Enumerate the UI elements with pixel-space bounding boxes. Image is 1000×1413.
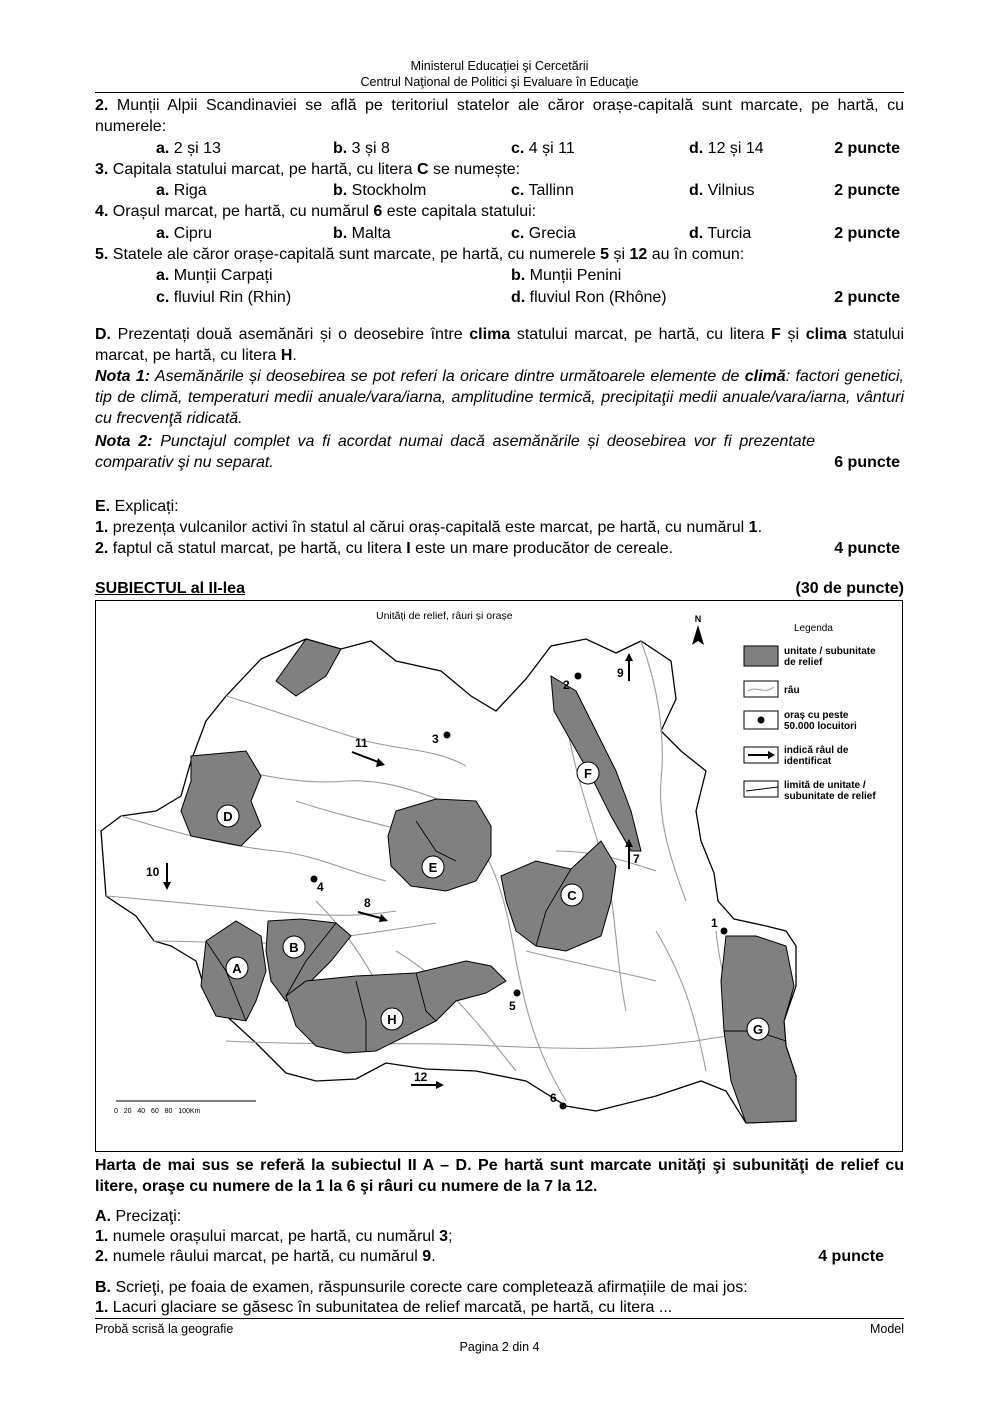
letter-g: G	[752, 1022, 764, 1037]
option-a: a. 2 și 13	[156, 140, 221, 157]
points: 2 puncte	[834, 225, 900, 242]
section-d: D. Prezentați două asemănări și o deosebire între clima statului marcat, pe hartă, cu litera F și clima statului marcat, pe hartă, cu litera H.	[95, 326, 905, 364]
question-3: 3. Capitala statului marcat, pe hartă, cu litera C se numește:	[95, 161, 521, 178]
option-a: a. Cipru	[156, 225, 213, 242]
legend-title: Legenda	[794, 623, 833, 634]
city-1: 1	[711, 916, 718, 930]
subject-title: SUBIECTUL al II-lea	[95, 580, 245, 597]
footer-divider	[95, 1318, 904, 1319]
river-7: 7	[633, 852, 640, 866]
points: 2 puncte	[834, 182, 900, 199]
option-b: b. Malta	[333, 225, 391, 242]
page-number: Pagina 2 din 4	[459, 1340, 540, 1354]
question-4: 4. Orașul marcat, pe hartă, cu numărul 6 este capitala statului:	[95, 203, 537, 220]
svg-text:N: N	[694, 614, 702, 624]
note-1: Nota 1: Asemănările și deosebirea se pot referi la oricare dintre următoarele elemente de climă: factori genetici, tip de climă, temperaturi medii anuale/vara/iarna, amplitudine termică, precipitaţii medii anuale/vara/iarna, vânturi cu frecvenţă ridicată.	[95, 368, 905, 427]
section-a-item-2: 2. numele râului marcat, pe hartă, cu numărul 9. 4 puncte	[95, 1248, 884, 1265]
letter-f: F	[584, 766, 592, 781]
svg-text:0 20 40 60 80 100Km: 0 20 40 60 80 100Km	[114, 1108, 201, 1115]
option-a: a. Riga	[156, 182, 207, 199]
city-3: 3	[432, 732, 439, 746]
city-2: 2	[563, 678, 570, 692]
scale-bar	[114, 1101, 256, 1115]
city-6: 6	[550, 1091, 557, 1105]
map-title: Unități de relief, râuri și orașe	[376, 610, 513, 622]
question-5-options-row2	[95, 287, 904, 308]
note-2: Nota 2: Punctajul complet va fi acordat numai dacă asemănările și deosebirea vor fi prezentate comparativ şi nu separat.	[95, 433, 816, 471]
question-text: Munții Alpii Scandinaviei se află pe teritoriul statelor ale căror orașe-capitală sunt marcate, pe hartă, cu numerele:	[95, 97, 904, 135]
option-b: b. 3 și 8	[333, 140, 390, 157]
section-b-title: B. Scrieţi, pe foaia de examen, răspunsurile corecte care completează afirmațiile de mai jos:	[95, 1279, 748, 1296]
section-e-item-1: 1. prezența vulcanilor activi în statul al cărui oraș-capitală este marcat, pe hartă, cu numărul 1.	[95, 519, 763, 536]
subject-2-header	[95, 580, 904, 600]
section-e-title: E. Explicați:	[95, 498, 179, 515]
option-b: b. Munții Penini	[511, 267, 622, 284]
legend-city: oraș cu peste 50.000 locuitori	[784, 710, 857, 732]
relief-unit-e	[388, 799, 491, 891]
relief-map	[95, 600, 903, 1152]
legend-river: râu	[784, 685, 800, 696]
question-4-options	[95, 223, 904, 244]
letter-d: D	[223, 809, 233, 824]
option-d: d. 12 și 14	[689, 140, 764, 157]
legend-relief-unit: unitate / subunitate de relief	[784, 646, 876, 668]
points: 4 puncte	[834, 540, 900, 557]
option-d: d. Turcia	[689, 225, 752, 242]
letter-e: E	[428, 860, 438, 875]
option-b: b. Stockholm	[333, 182, 427, 199]
subject-points: (30 de puncte)	[795, 580, 904, 597]
north-arrow-icon	[692, 614, 704, 645]
river-9: 9	[617, 666, 624, 680]
section-b-item-1: 1. Lacuri glaciare se găsesc în subunitatea de relief marcată, pe hartă, cu litera ...	[95, 1299, 673, 1316]
city-4: 4	[317, 880, 324, 894]
header-center: Centrul Naţional de Politici şi Evaluare în Educaţie	[360, 75, 639, 89]
river-8: 8	[364, 896, 371, 910]
river-10: 10	[146, 865, 160, 879]
legend-river-arrow: indică râul de identificat	[784, 745, 849, 767]
option-c: c. fluviul Rin (Rhin)	[156, 289, 292, 306]
footer-model: Model	[869, 1322, 904, 1336]
points: 6 puncte	[834, 454, 900, 471]
question-3-options	[95, 180, 904, 201]
option-c: c. Tallinn	[511, 182, 574, 199]
letter-h: H	[387, 1012, 397, 1027]
section-a-item-1: 1. numele orașului marcat, pe hartă, cu numărul 3;	[95, 1228, 453, 1245]
points: 2 puncte	[834, 289, 900, 306]
page-footer	[95, 1322, 904, 1338]
option-c: c. Grecia	[511, 225, 576, 242]
question-number: 2.	[95, 97, 109, 114]
option-d: d. fluviul Ron (Rhône)	[511, 289, 667, 306]
map-caption: Harta de mai sus se referă la subiectul II A – D. Pe hartă sunt marcate unităţi şi subunităţi de relief cu litere, oraşe cu numere de la 1 la 6 şi râuri cu numere de la 7 la 12.	[95, 1157, 904, 1195]
map-svg	[96, 601, 902, 1151]
option-a: a. Munții Carpați	[156, 267, 273, 284]
question-2-options	[95, 138, 904, 159]
section-a-title: A. Precizaţi:	[95, 1208, 182, 1225]
option-d: d. Vilnius	[689, 182, 755, 199]
footer-subject: Probă scrisă la geografie	[95, 1322, 234, 1336]
question-5-options-row1	[95, 265, 904, 286]
points: 2 puncte	[834, 140, 900, 157]
city-5: 5	[509, 999, 516, 1013]
question-2	[95, 95, 904, 137]
option-c: c. 4 și 11	[511, 140, 575, 157]
section-d-points-row	[95, 452, 904, 473]
header-ministry: Ministerul Educaţiei şi Cercetării	[410, 59, 589, 73]
map-legend	[744, 623, 876, 802]
river-11: 11	[355, 736, 368, 750]
section-e-item-2: 2. faptul că statul marcat, pe hartă, cu litera I este un mare producător de cereale. 4 puncte	[95, 540, 900, 557]
header-divider	[95, 92, 904, 93]
letter-b: B	[289, 940, 299, 955]
river-12: 12	[414, 1070, 428, 1084]
page-header	[95, 58, 904, 90]
points: 4 puncte	[818, 1248, 884, 1265]
letter-c: C	[567, 888, 577, 903]
question-5: 5. Statele ale căror orașe-capitală sunt marcate, pe hartă, cu numerele 5 și 12 au în comun:	[95, 246, 745, 263]
relief-unit-d	[181, 751, 261, 846]
letter-a: A	[232, 961, 242, 976]
legend-boundary: limită de unitate / subunitate de relief	[784, 780, 876, 802]
